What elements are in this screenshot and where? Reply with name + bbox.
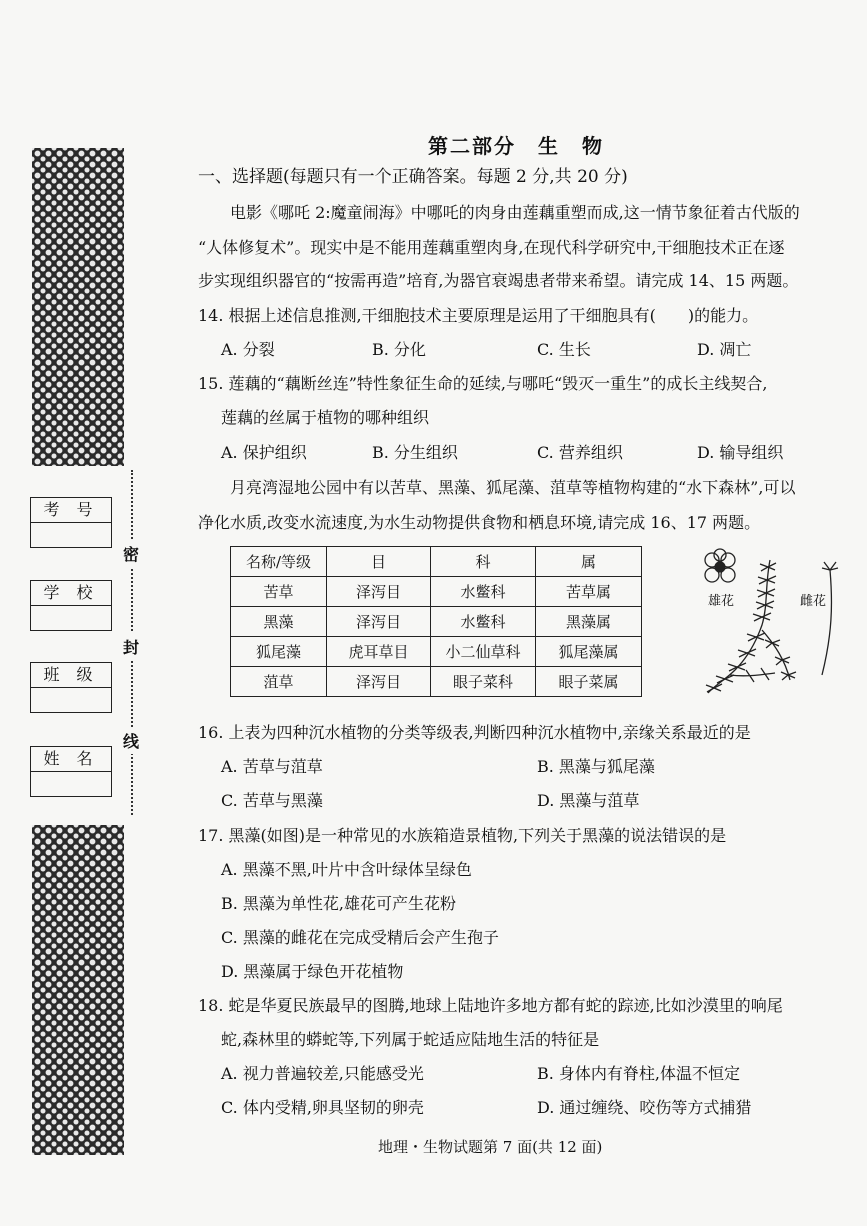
side-branch <box>762 630 790 680</box>
table-cell: 小二仙草科 <box>431 637 536 667</box>
table-header: 名称/等级 <box>231 547 327 577</box>
intro2-line-2: 净化水质,改变水流速度,为水生动物提供食物和栖息环境,请完成 16、17 两题。 <box>198 513 761 532</box>
hydrilla-illustration <box>690 545 860 710</box>
table-cell: 泽泻目 <box>327 607 431 637</box>
page-footer: 地理・生物试题第 7 面(共 12 面) <box>378 1138 603 1156</box>
field-label-name: 姓 名 <box>31 747 111 772</box>
page-title: 第二部分 生 物 <box>428 134 604 158</box>
table-cell: 泽泻目 <box>327 577 431 607</box>
table-cell: 苦草 <box>231 577 327 607</box>
intro-line-2: “人体修复术”。现实中是不能用莲藕重塑肉身,在现代科学研究中,干细胞技术正在逐 <box>198 238 785 257</box>
table-header-row <box>231 547 642 577</box>
q18-option-a[interactable]: A. 视力普遍较差,只能感受光 <box>221 1064 424 1083</box>
female-flower-icon <box>822 562 838 675</box>
question-17-stem: 17. 黑藻(如图)是一种常见的水族箱造景植物,下列关于黑藻的说法错误的是 <box>198 826 727 845</box>
table-row <box>231 607 642 637</box>
q16-option-a[interactable]: A. 苦草与菹草 <box>221 757 323 776</box>
table-cell: 水鳖科 <box>431 577 536 607</box>
male-flower-label: 雄花 <box>708 594 735 609</box>
table-cell: 黑藻属 <box>536 607 642 637</box>
table-row <box>231 667 642 697</box>
q15-option-c[interactable]: C. 营养组织 <box>537 443 623 462</box>
female-flower-label: 雌花 <box>800 594 827 609</box>
question-15-stem-1: 15. 莲藕的“藕断丝连”特性象征生命的延续,与哪吒“毁灭一重生”的成长主线契合, <box>198 374 768 393</box>
table-row <box>231 577 642 607</box>
table-cell: 狐尾藻 <box>231 637 327 667</box>
q18-option-d[interactable]: D. 通过缠绕、咬伤等方式捕猎 <box>537 1098 752 1117</box>
q18-option-b[interactable]: B. 身体内有脊柱,体温不恒定 <box>537 1064 741 1083</box>
question-16-stem: 16. 上表为四种沉水植物的分类等级表,判断四种沉水植物中,亲缘关系最近的是 <box>198 723 751 742</box>
table-cell: 泽泻目 <box>327 667 431 697</box>
question-18-stem-2: 蛇,森林里的蟒蛇等,下列属于蛇适应陆地生活的特征是 <box>221 1030 600 1049</box>
q17-option-d[interactable]: D. 黑藻属于绿色开花植物 <box>221 962 404 981</box>
intro-line-3: 步实现组织器官的“按需再造”培育,为器官衰竭患者带来希望。请完成 14、15 两题。 <box>198 271 799 290</box>
q15-option-b[interactable]: B. 分生组织 <box>372 443 458 462</box>
exam-number-field[interactable] <box>30 497 112 548</box>
seal-mark-mi: 密 <box>123 540 139 567</box>
field-label-exam-number: 考 号 <box>31 498 111 523</box>
q17-option-b[interactable]: B. 黑藻为单性花,雄花可产生花粉 <box>221 894 457 913</box>
leaf-whorls <box>706 563 796 692</box>
name-field[interactable] <box>30 746 112 797</box>
school-field[interactable] <box>30 580 112 631</box>
lower-branch <box>730 673 775 676</box>
q17-option-a[interactable]: A. 黑藻不黑,叶片中含叶绿体呈绿色 <box>221 860 472 879</box>
q17-option-c[interactable]: C. 黑藻的雌花在完成受精后会产生孢子 <box>221 928 499 947</box>
intro2-line-1: 月亮湾湿地公园中有以苦草、黑藻、狐尾藻、菹草等植物构建的“水下森林”,可以 <box>230 478 796 497</box>
table-cell: 苦草属 <box>536 577 642 607</box>
table-header: 科 <box>431 547 536 577</box>
classification-table <box>230 546 642 697</box>
q14-option-a[interactable]: A. 分裂 <box>221 340 275 359</box>
table-cell: 水鳖科 <box>431 607 536 637</box>
section-heading: 一、选择题(每题只有一个正确答案。每题 2 分,共 20 分) <box>198 167 628 187</box>
q15-option-a[interactable]: A. 保护组织 <box>221 443 307 462</box>
q18-option-c[interactable]: C. 体内受精,卵具坚韧的卵壳 <box>221 1098 424 1117</box>
q16-option-b[interactable]: B. 黑藻与狐尾藻 <box>537 757 655 776</box>
table-cell: 眼子菜属 <box>536 667 642 697</box>
table-cell: 黑藻 <box>231 607 327 637</box>
table-header: 属 <box>536 547 642 577</box>
class-field[interactable] <box>30 662 112 713</box>
intro-line-1: 电影《哪吒 2:魔童闹海》中哪吒的肉身由莲藕重塑而成,这一情节象征着古代版的 <box>230 203 800 222</box>
seal-mark-feng: 封 <box>123 633 139 660</box>
question-18-stem-1: 18. 蛇是华夏民族最早的图腾,地球上陆地许多地方都有蛇的踪迹,比如沙漠里的响尾 <box>198 996 783 1015</box>
q15-option-d[interactable]: D. 输导组织 <box>697 443 784 462</box>
field-label-school: 学 校 <box>31 581 111 606</box>
q16-option-c[interactable]: C. 苦草与黑藻 <box>221 791 323 810</box>
male-flower-icon <box>705 549 735 582</box>
table-row <box>231 637 642 667</box>
q14-option-c[interactable]: C. 生长 <box>537 340 591 359</box>
field-label-class: 班 级 <box>31 663 111 688</box>
table-cell: 菹草 <box>231 667 327 697</box>
question-15-stem-2: 莲藕的丝属于植物的哪种组织 <box>221 408 430 427</box>
binding-pattern-bottom <box>32 825 124 1155</box>
table-header: 目 <box>327 547 431 577</box>
question-14-stem: 14. 根据上述信息推测,干细胞技术主要原理是运用了干细胞具有( )的能力。 <box>198 306 759 325</box>
table-cell: 眼子菜科 <box>431 667 536 697</box>
seal-mark-xian: 线 <box>123 727 139 754</box>
q14-option-d[interactable]: D. 凋亡 <box>697 340 752 359</box>
binding-pattern-top <box>32 148 124 466</box>
q16-option-d[interactable]: D. 黑藻与菹草 <box>537 791 640 810</box>
table-cell: 狐尾藻属 <box>536 637 642 667</box>
table-cell: 虎耳草目 <box>327 637 431 667</box>
q14-option-b[interactable]: B. 分化 <box>372 340 426 359</box>
